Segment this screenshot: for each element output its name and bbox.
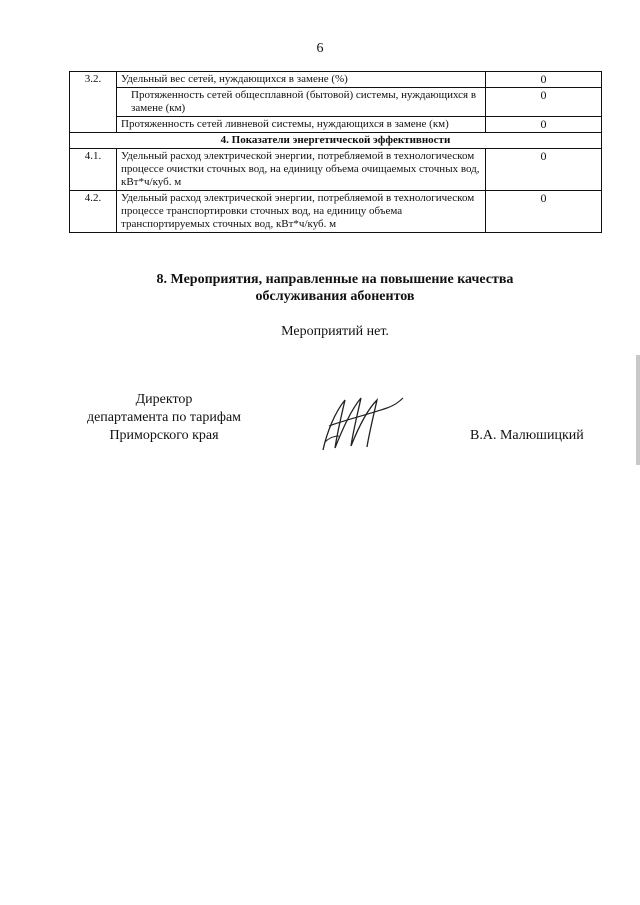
row-number: 3.2. bbox=[70, 72, 117, 133]
table-row bbox=[70, 72, 602, 88]
signatory-line: Приморского края bbox=[109, 428, 219, 443]
row-description: Удельный расход электрической энергии, потребляемой в технологическом процессе транспортировки сточных вод, на единицу объема транспортируемых сточных вод, кВт*ч/куб. м bbox=[117, 191, 486, 233]
row-value: 0 bbox=[486, 191, 602, 233]
page-number: 6 bbox=[316, 41, 324, 56]
scan-edge-mark bbox=[636, 355, 640, 465]
no-measures-text: Мероприятий нет. bbox=[281, 324, 389, 339]
signatory-title bbox=[64, 391, 264, 445]
table-row bbox=[70, 191, 602, 233]
indicators-table bbox=[69, 71, 602, 233]
handwritten-signature bbox=[315, 392, 405, 454]
row-description: Протяженность сетей ливневой системы, нуждающихся в замене (км) bbox=[117, 117, 486, 133]
section-row bbox=[70, 133, 602, 149]
heading-line: обслуживания абонентов bbox=[255, 289, 415, 304]
table-row bbox=[70, 117, 602, 133]
row-value: 0 bbox=[486, 88, 602, 117]
section-8-heading bbox=[0, 271, 640, 305]
row-description: Удельный расход электрической энергии, потребляемой в технологическом процессе очистки сточных вод, на единицу объема очищаемых сточных вод, кВт*ч/куб. м bbox=[117, 149, 486, 191]
row-description: Удельный вес сетей, нуждающихся в замене (%) bbox=[117, 72, 486, 88]
signatory-line: департамента по тарифам bbox=[86, 410, 242, 425]
row-value: 0 bbox=[486, 149, 602, 191]
row-number: 4.2. bbox=[70, 191, 117, 233]
heading-line: 8. Мероприятия, направленные на повышение качества bbox=[156, 272, 514, 287]
table-row bbox=[70, 88, 602, 117]
row-number: 4.1. bbox=[70, 149, 117, 191]
signatory-line: Директор bbox=[135, 392, 193, 407]
table-row bbox=[70, 149, 602, 191]
signer-name: В.А. Малюшицкий bbox=[470, 428, 584, 443]
row-value: 0 bbox=[486, 72, 602, 88]
section-title: 4. Показатели энергетической эффективности bbox=[70, 133, 602, 149]
row-description: Протяженность сетей общесплавной (бытовой) системы, нуждающихся в замене (км) bbox=[117, 88, 486, 117]
row-value: 0 bbox=[486, 117, 602, 133]
